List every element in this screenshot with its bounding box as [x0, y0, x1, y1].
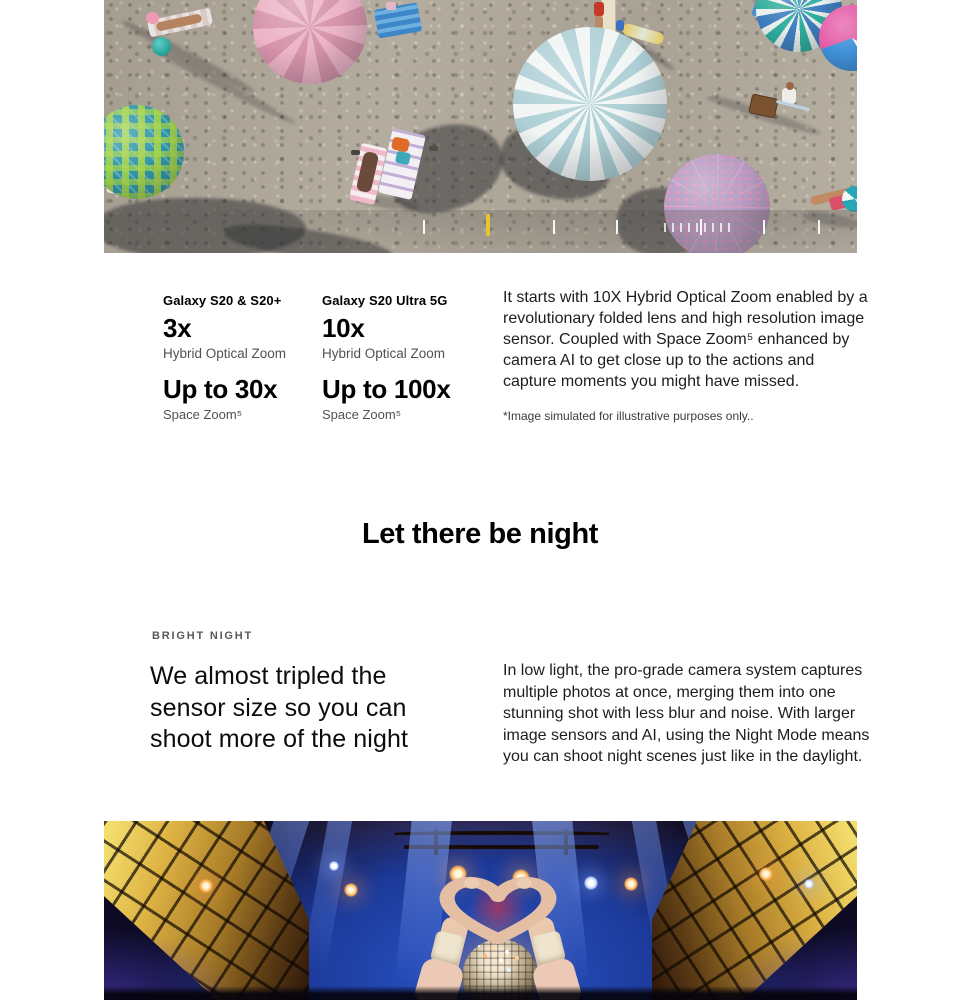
- optical-zoom-label: Hybrid Optical Zoom: [163, 346, 287, 361]
- zoom-dial-tick: [423, 220, 425, 234]
- optical-zoom-label: Hybrid Optical Zoom: [322, 346, 446, 361]
- concert-night-photo: [104, 821, 857, 1000]
- zoom-dial-tick: [616, 220, 618, 234]
- crowd-silhouette: [104, 986, 857, 1000]
- stage-light: [199, 879, 213, 893]
- space-zoom-label: Space Zoom⁵: [322, 407, 402, 422]
- striped-umbrella: [513, 27, 667, 181]
- camera-zoom-dial[interactable]: [104, 210, 857, 253]
- space-zoom-label: Space Zoom⁵: [163, 407, 243, 422]
- zoom-description: It starts with 10X Hybrid Optical Zoom enabled by a revolutionary folded lens and high resolution image sensor. Coupled with Space Zoom⁵ enhanced by camera AI to get close up to the actions and capture moments you might have missed.: [503, 289, 868, 390]
- spec-column-galaxy-s20: [163, 293, 286, 423]
- pink-sun-hat: [146, 12, 159, 24]
- stage-light: [329, 861, 339, 871]
- stage-light: [624, 877, 638, 891]
- stage-light: [344, 883, 358, 897]
- heart-hands: [428, 871, 568, 951]
- night-headline: [150, 661, 408, 756]
- night-headline-line: sensor size so you can: [150, 693, 407, 722]
- night-headline-line: We almost tripled the: [150, 662, 387, 690]
- zoom-copy-block: [503, 287, 869, 424]
- zoom-dial-tick: [818, 220, 820, 234]
- spec-column-galaxy-s20-ultra: [322, 293, 451, 423]
- zoom-dial-tick: [700, 219, 702, 235]
- zoom-dial-tick: [553, 220, 555, 234]
- stage-light: [804, 879, 814, 889]
- sandals: [429, 146, 438, 151]
- device-name: Galaxy S20 Ultra 5G: [322, 293, 448, 308]
- space-zoom-value: Up to 100x: [322, 374, 451, 404]
- space-zoom-value: Up to 30x: [163, 374, 278, 404]
- night-description: In low light, the pro-grade camera system captures multiple photos at once, merging them into one stunning shot with less blur and noise. With larger image sensors and AI, using the Night Mode means you can shoot night scenes just like in the daylight.: [503, 662, 870, 766]
- stage-light: [759, 867, 773, 881]
- section-heading: Let there be night: [361, 518, 599, 550]
- image-disclaimer: *Image simulated for illustrative purposes only..: [503, 409, 754, 423]
- zoom-dial-active-tick[interactable]: [486, 214, 490, 236]
- night-headline-line: shoot more of the night: [150, 725, 409, 753]
- optical-zoom-value: 10x: [322, 313, 365, 343]
- device-name: Galaxy S20 & S20+: [163, 293, 282, 308]
- beach-zoom-photo: [104, 0, 857, 253]
- teal-stool: [152, 37, 171, 56]
- bright-night-eyebrow: BRIGHT NIGHT: [152, 630, 254, 642]
- beach-bag: [386, 2, 396, 10]
- sandals: [351, 150, 360, 155]
- optical-zoom-value: 3x: [163, 313, 192, 343]
- seated-person-head: [786, 82, 794, 90]
- seated-person-blue: [616, 20, 624, 31]
- stage-light: [584, 876, 598, 890]
- zoom-dial-tick: [763, 220, 765, 234]
- surfer-red-shirt: [594, 2, 604, 16]
